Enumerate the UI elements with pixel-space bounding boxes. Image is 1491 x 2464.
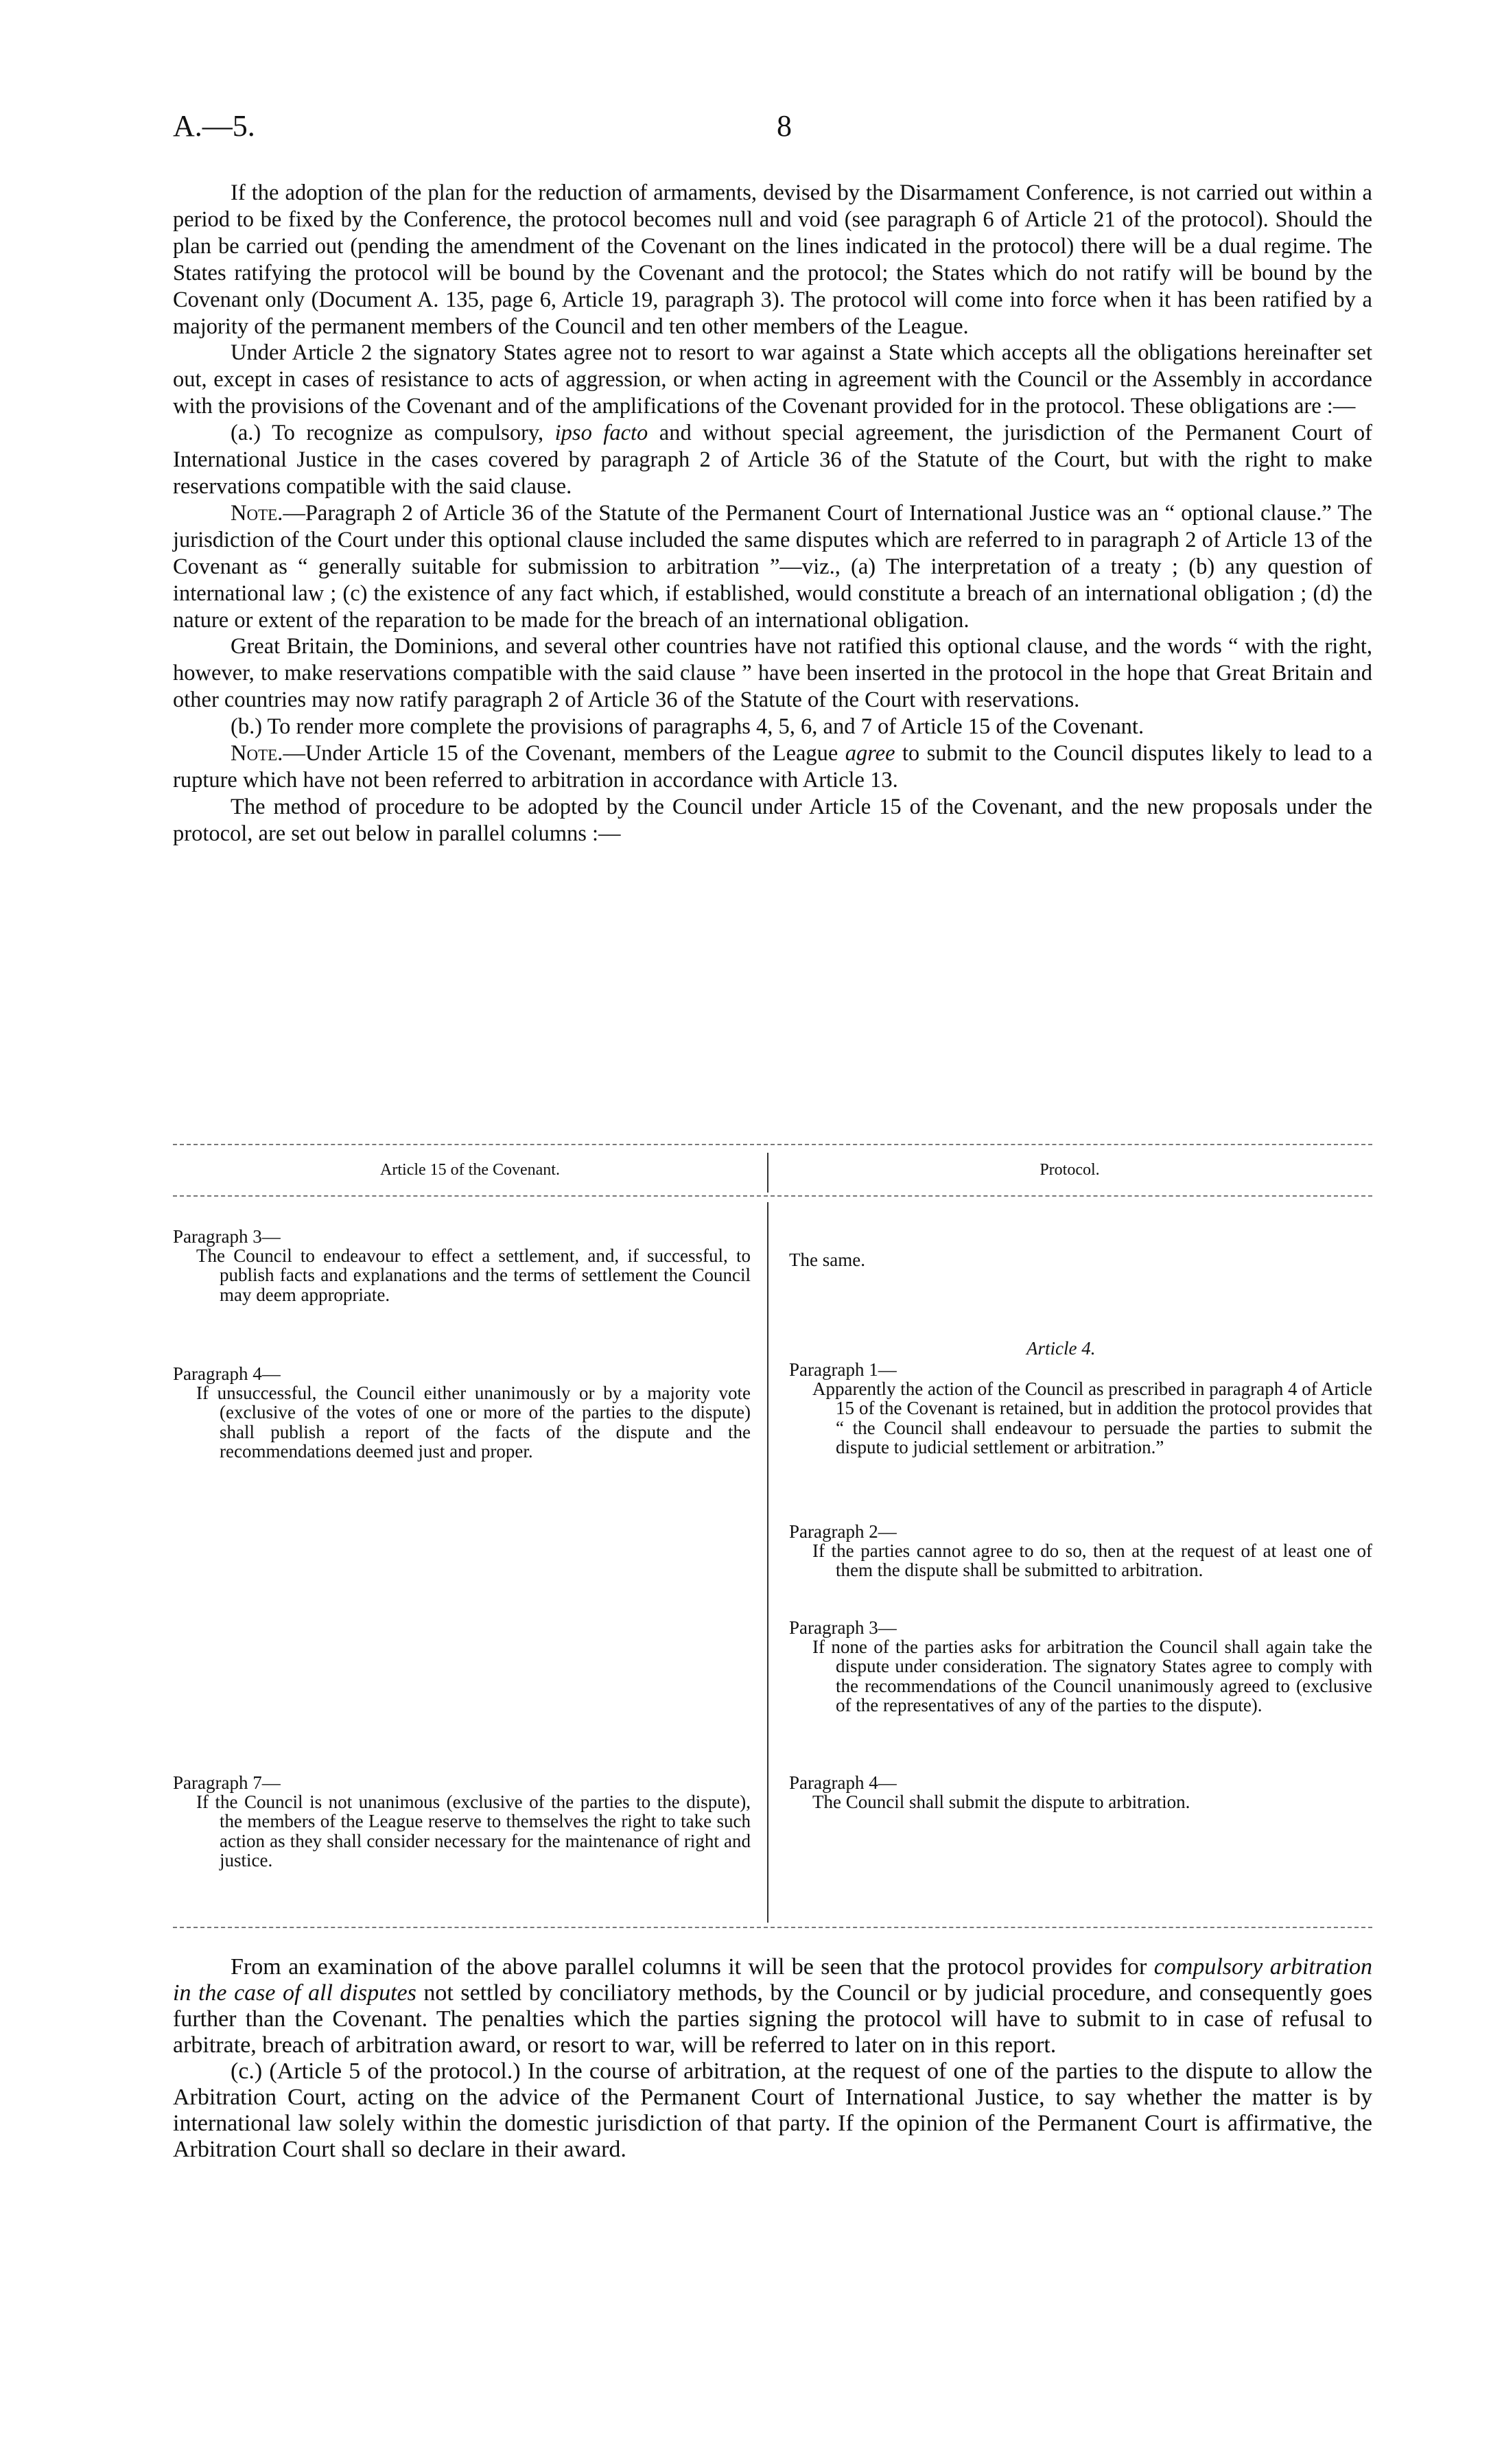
left-paragraph-3-heading: Paragraph 3— [173, 1226, 281, 1247]
note-label: Note. [231, 500, 283, 526]
right-paragraph-3-heading: Paragraph 3— [789, 1617, 897, 1638]
right-paragraph-2 [789, 1522, 1372, 1580]
document-reference: A.—5. [173, 109, 255, 143]
left-paragraph-3 [173, 1227, 751, 1304]
right-same: The same. [789, 1249, 865, 1270]
paragraph-method: The method of procedure to be adopted by the Council under Article 15 of the Covenant, and the new proposals under the protocol, are set out below in parallel columns :— [173, 794, 1372, 846]
table-header-rule [173, 1195, 1372, 1197]
note-b: Note.—Under Article 15 of the Covenant, members of the League agree to submit to the Council disputes likely to lead to a rupture which have not been referred to arbitration in accordance with Article 13. [173, 741, 1372, 793]
clause-b: (b.) To render more complete the provisions of paragraphs 4, 5, 6, and 7 of Article 15 of the Covenant. [231, 714, 1144, 740]
clause-a-label: (a.) [231, 421, 261, 446]
right-paragraph-2-text: If the parties cannot agree to do so, then at the request of at least one of them the dispute shall be submitted to arbitration. [812, 1540, 1372, 1581]
left-paragraph-4 [173, 1364, 751, 1461]
upper-text [173, 180, 1372, 847]
paragraph-disarmament: If the adoption of the plan for the reduction of armaments, devised by the Disarmament Conference, is not carried out within a period to be fixed by the Conference, the protocol becomes null and void (see paragraph 6 of Article 21 of the protocol). Should the plan be carried out (pending the amendment of the Covenant on the lines indicated in the protocol) there will be a dual regime. The States ratifying the protocol will be bound by the Covenant and the protocol; the States which do not ratify will be bound by the Covenant only (Document A. 135, page 6, Article 19, paragraph 3). The protocol will come into force when it has been ratified by a majority of the permanent members of the Council and ten other members of the League. [173, 180, 1372, 339]
right-column-header: Protocol. [1040, 1161, 1100, 1179]
clause-c: (c.) (Article 5 of the protocol.) In the course of arbitration, at the request of one of the parties to the dispute to allow the Arbitration Court, acting on the advice of the Permanent Court of International Justice, to say whether the matter is by international law solely within the domestic jurisdiction of that party. If the opinion of the Permanent Court is affirmative, the Arbitration Court shall so declare in their award. [173, 2058, 1372, 2162]
table-top-rule [173, 1144, 1372, 1145]
clause-a: (a.) To recognize as compulsory, ipso facto and without special agreement, the jurisdiction of the Permanent Court of International Justice in the cases covered by paragraph 2 of Article 36 of the Statute of the Court, but with the right to make reservations compatible with the said clause. [173, 421, 1372, 499]
column-divider-header [767, 1153, 768, 1193]
left-paragraph-4-text: If unsuccessful, the Council either unanimously or by a majority vote (exclusive of the votes of one or more of the parties to the dispute) shall publish a report of the facts of the dispute and the recommendations deemed just and proper. [196, 1383, 751, 1462]
note-a: Note.—Paragraph 2 of Article 36 of the Statute of the Permanent Court of International Justice was an “ optional clause.” The jurisdiction of the Court under this optional clause included the same disputes which are referred to in paragraph 2 of Article 13 of the Covenant as “ generally suitable for submission to arbitration ”—viz., (a) The interpretation of a treaty ; (b) any question of international law ; (c) the existence of any fact which, if established, would constitute a breach of an international obligation ; (d) the nature or extent of the reparation to be made for the breach of an international obligation. [173, 500, 1372, 633]
left-paragraph-7 [173, 1773, 751, 1870]
column-divider-lower [767, 1614, 768, 1923]
paragraph-great-britain: Great Britain, the Dominions, and several other countries have not ratified this optional clause, and the words “ with the right, however, to make reservations compatible with the said clause ” have been inserted in the protocol in the hope that Great Britain and other countries may now ratify paragraph 2 of Article 36 of the Statute of the Court with reservations. [173, 634, 1372, 713]
right-paragraph-3-text: If none of the parties asks for arbitration the Council shall again take the dispute under consideration. The signatory States agree to comply with the recommendations of the Council unanimously agreed to (exclusive of the representatives of any of the parties to the dispute). [812, 1636, 1372, 1715]
note-label: Note. [231, 741, 283, 766]
column-divider [767, 1202, 768, 1614]
right-paragraph-2-heading: Paragraph 2— [789, 1521, 897, 1542]
right-paragraph-4-text: The Council shall submit the dispute to arbitration. [812, 1792, 1190, 1813]
right-paragraph-1 [789, 1360, 1372, 1457]
left-paragraph-7-text: If the Council is not unanimous (exclusive of the parties to the dispute), the members of the League reserve to themselves the right to take such action as they shall consider necessary for the maintenance of right and justice. [196, 1792, 751, 1870]
right-paragraph-1-heading: Paragraph 1— [789, 1359, 897, 1380]
left-paragraph-4-heading: Paragraph 4— [173, 1363, 281, 1384]
right-paragraph-4 [789, 1773, 1372, 1811]
lower-text [173, 1954, 1372, 2163]
table-bottom-rule [173, 1927, 1372, 1928]
right-paragraph-3 [789, 1618, 1372, 1715]
left-paragraph-7-heading: Paragraph 7— [173, 1772, 281, 1793]
left-paragraph-3-text: The Council to endeavour to effect a settlement, and, if successful, to publish facts and explanations and the terms of settlement the Council may deem appropriate. [196, 1245, 751, 1305]
paragraph-article-2: Under Article 2 the signatory States agree not to resort to war against a State which accepts all the obligations hereinafter set out, except in cases of resistance to acts of aggression, or when acting in agreement with the Council or the Assembly in accordance with the provisions of the Covenant and of the amplifications of the Covenant provided for in the protocol. These obligations are :— [173, 340, 1372, 419]
right-article-heading: Article 4. [1026, 1338, 1096, 1359]
left-column-header: Article 15 of the Covenant. [380, 1161, 560, 1179]
right-paragraph-1-text: Apparently the action of the Council as prescribed in paragraph 4 of Article 15 of the Covenant is retained, but in addition the protocol provides that “ the Council shall endeavour to persuade the parties to submit the dispute to judicial settlement or arbitration.” [812, 1378, 1372, 1457]
paragraph-conclusion: From an examination of the above parallel columns it will be seen that the protocol provides for compulsory arbitration in the case of all disputes not settled by conciliatory methods, by the Council or by judicial procedure, and consequently goes further than the Covenant. The penalties which the parties signing the protocol will have to submit to in case of refusal to arbitrate, breach of arbitration award, or resort to war, will be referred to later on in this report. [173, 1954, 1372, 2058]
page-number: 8 [777, 109, 792, 143]
right-paragraph-4-heading: Paragraph 4— [789, 1772, 897, 1793]
